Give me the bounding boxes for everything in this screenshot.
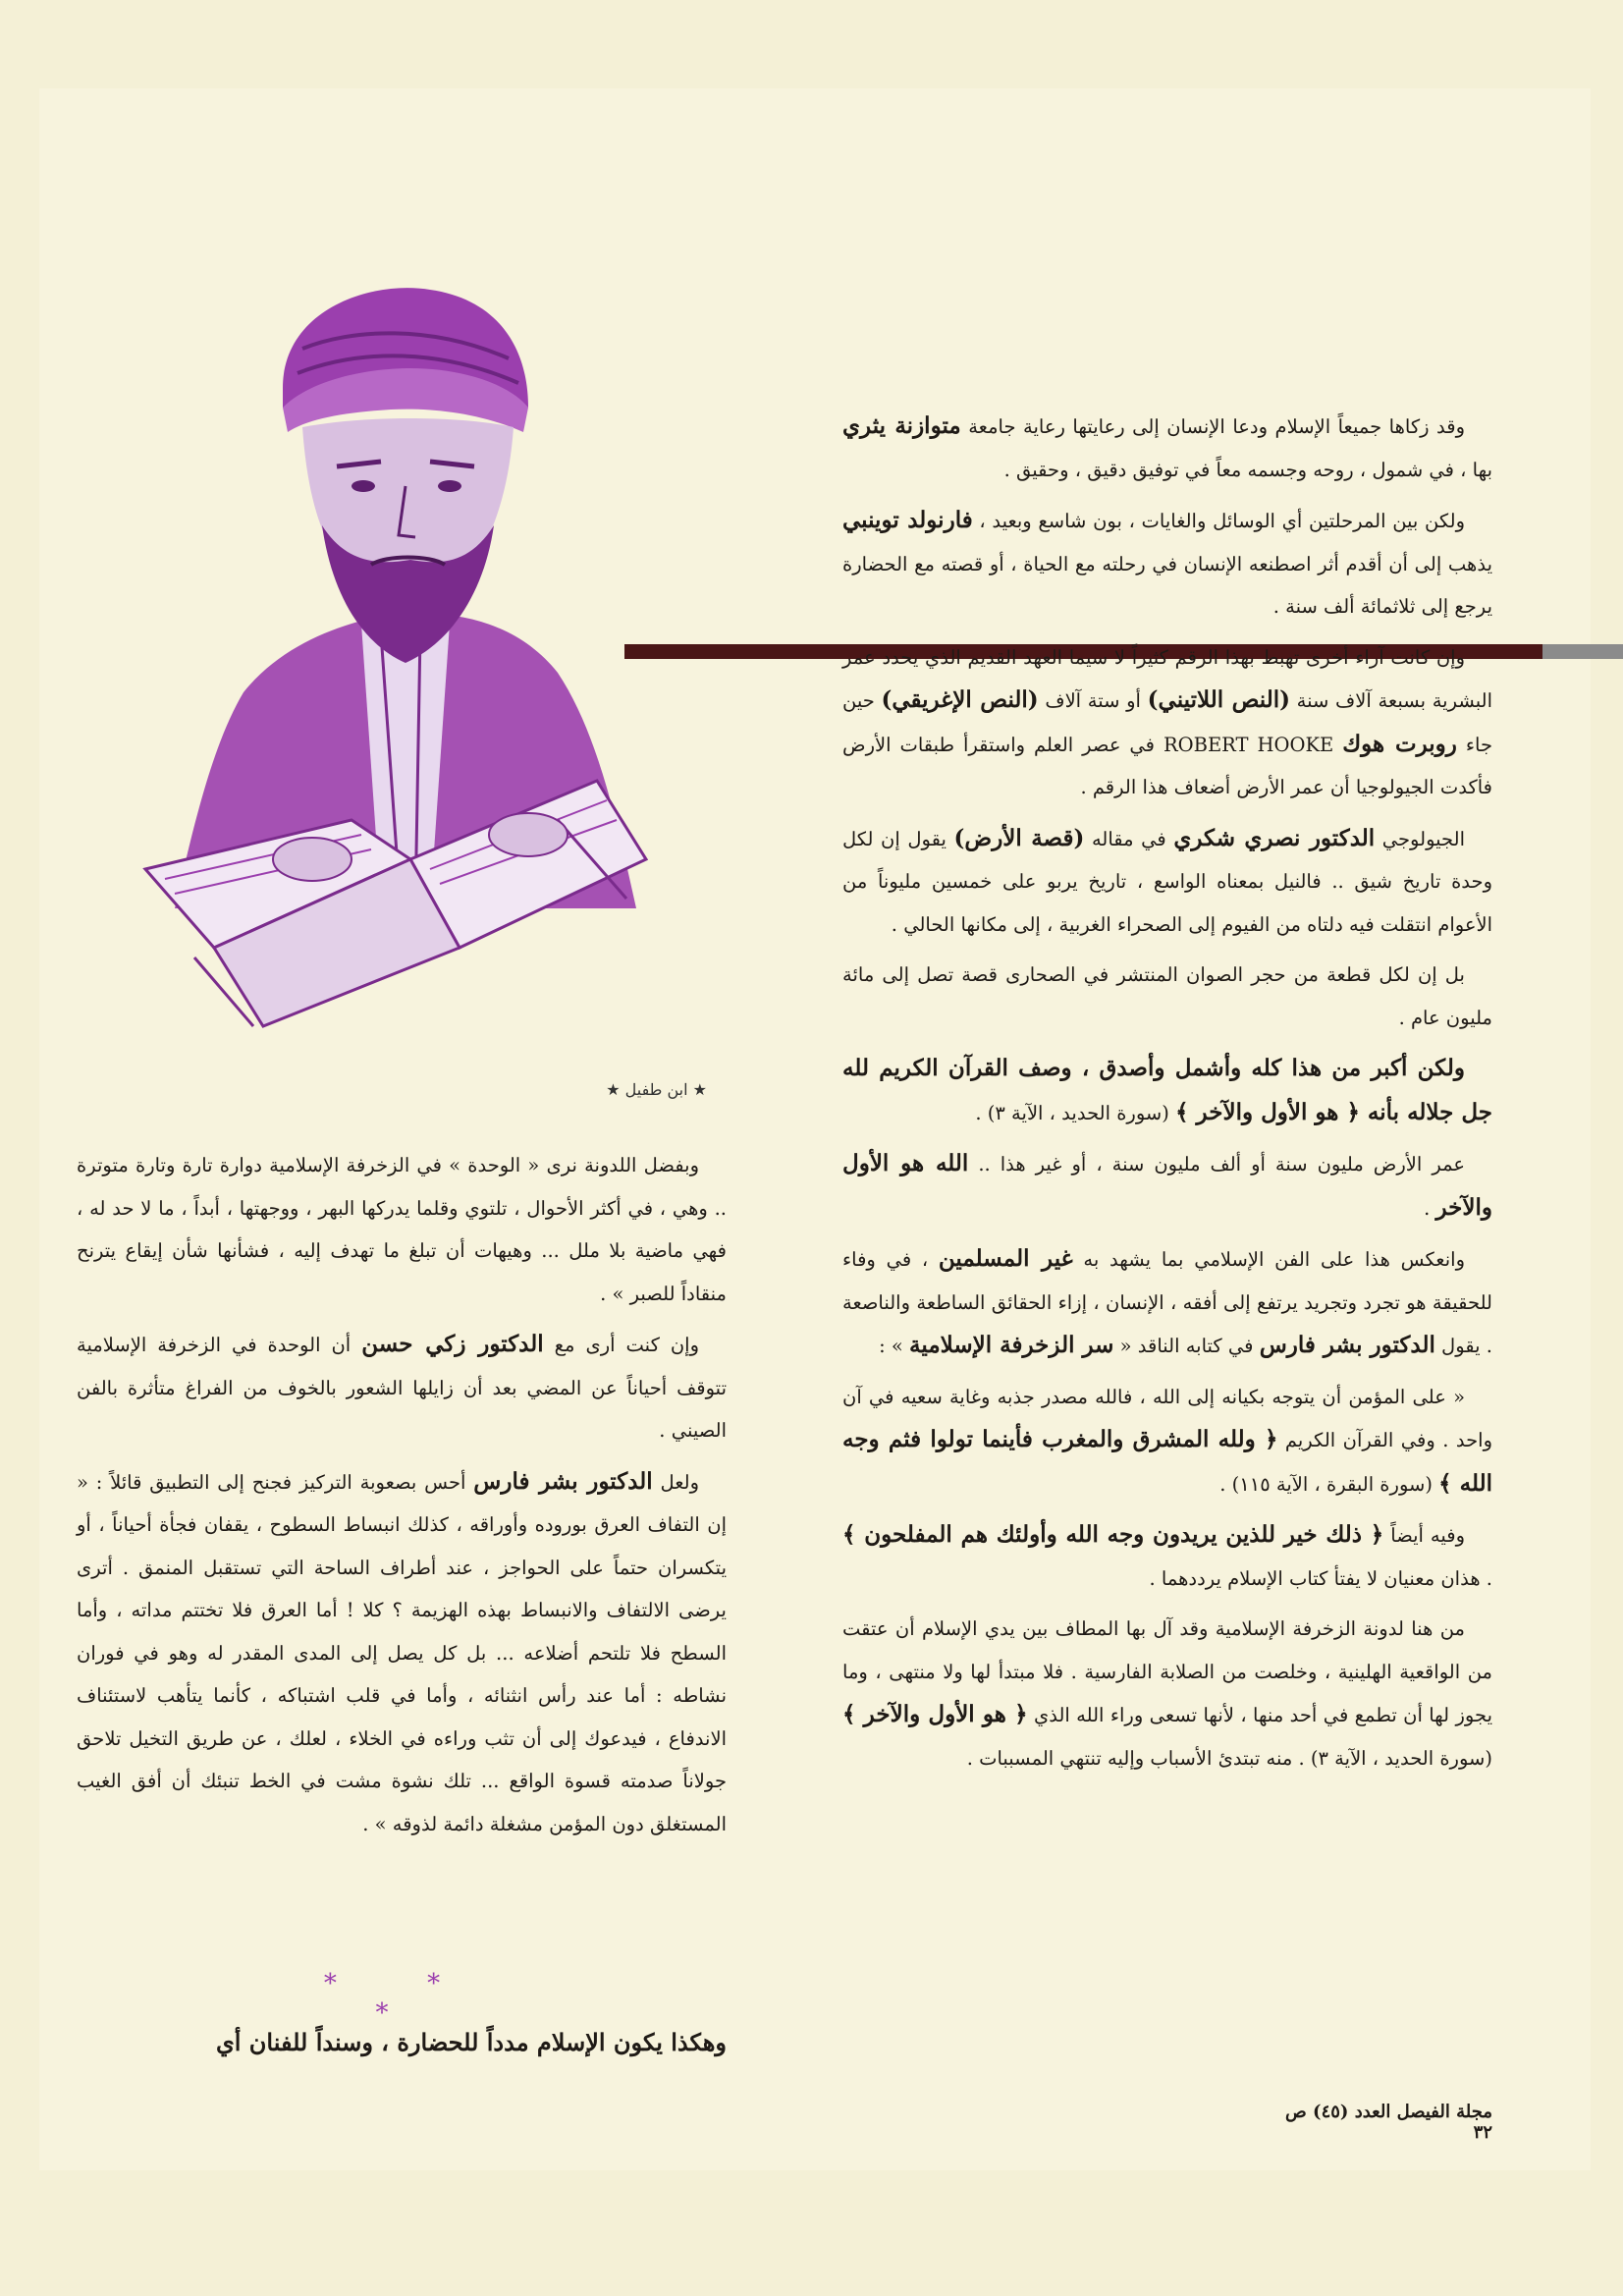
paragraph: وانعكس هذا على الفن الإسلامي بما يشهد به غير المسلمين ، في وفاء للحقيقة هو تجرد وتجريد يرتفع إلى أفقه ، الإنسان ، إزاء الحقائق الساطعة والناصعة . يقول الدكتور بشر فارس في كتابه الناقد « سر الزخرفة الإسلامية » : — [842, 1245, 1492, 1358]
portrait-caption: ★ ابن طفيل ★ — [606, 1080, 707, 1099]
paragraph: ولكن أكبر من هذا كله وأشمل وأصدق ، وصف القرآن الكريم لله جل جلاله بأنه ﴿ هو الأول والآخر ﴾ (سورة الحديد ، الآية ٣) . — [842, 1055, 1492, 1125]
scan-artifact-bar-end — [1542, 644, 1623, 659]
paragraph: وبفضل اللدونة نرى « الوحدة » في الزخرفة الإسلامية دوارة تارة وتارة متوترة .. وهي ، في أكثر الأحوال ، تلتوي وقلما يدركها البهر ، ووجهتها ، أبداً ، ما لا حد له ، فهي ماضية بلا ملل ... وهيهات أن تبلغ ما تهدف إليه ، فشأنها شأن إيقاع يترنح منقاداً للصبر » . — [77, 1154, 727, 1305]
paragraph: ولعل الدكتور بشر فارس أحس بصعوبة التركيز فجنح إلى التطبيق قائلاً : « إن التفاف العرق بوروده وأوراقه ، كذلك انبساط السطوح ، يقفان فجأة أحياناً ، أو يتكسران حتماً على الحواجز ، عند أطراف الساحة التي تستقبل المنمق . أترى يرضى الالتفاف والانبساط بهذه الهزيمة ؟ كلا ! أما العرق فلا تختتم مداته ، وأما السطح فلا تلتحم أضلاعه ... بل كل يصل إلى المدى المقدر له وهو في فوران نشاطه : أما عند رأس انثنائه ، وأما في قلب اشتباكه ، كأنما يتأهب لاستئناف الاندفاع ، فيدعوك إلى أن تثب وراءه في الخلاء ، لعلك ، عن طريق التخيل تلاحق جولاناً صدمته قسوة الواقع ... تلك نشوة مشت في الخط تنبئك أن أفق الغيب المستغلق دون المؤمن مشغلة دائمة لذوقه » . — [77, 1467, 727, 1835]
paragraph: من هنا لدونة الزخرفة الإسلامية وقد آل بها المطاف بين يدي الإسلام أن عتقت من الواقعية الهلينية ، وخلصت من الصلابة الفارسية . فلا مبتدأ لها ولا منتهى ، وما يجوز لها أن تطمع في أحد منها ، لأنها تسعى وراء الله الذي ﴿ هو الأول والآخر ﴾ (سورة الحديد ، الآية ٣) . منه تبتدئ الأسباب وإليه تنتهي المسببات . — [842, 1617, 1492, 1770]
page-footer: مجلة الفيصل العدد (٤٥) ص ٣٢ — [1285, 2102, 1492, 2143]
paragraph: وفيه أيضاً ﴿ ذلك خير للذين يريدون وجه الله وأولئك هم المفلحون ﴾ . هذان معنيان لا يفتأ كتاب الإسلام يرددهما . — [842, 1521, 1492, 1590]
paragraph: وقد زكاها جميعاً الإسلام ودعا الإنسان إلى رعايتها رعاية جامعة متوازنة يثري بها ، في شمول ، روحه وجسمه معاً في توفيق دقيق ، وحقيق . — [842, 412, 1492, 481]
closing-line: وهكذا يكون الإسلام مدداً للحضارة ، وسنداً للفنان أي — [215, 2028, 727, 2056]
paragraph: الجيولوجي الدكتور نصري شكري في مقاله (قصة الأرض) يقول إن لكل وحدة تاريخ شيق .. فالنيل بمعناه الواسع ، تاريخ يربو على خمسين مليوناً من الأعوام انتقلت فيه دلتاه من الفيوم إلى الصحراء الغربية ، إلى مكانها الحالي . — [842, 824, 1492, 936]
paragraph: بل إن لكل قطعة من حجر الصوان المنتشر في الصحارى قصة تصل إلى مائة مليون عام . — [842, 963, 1492, 1029]
article-left-column — [77, 1144, 727, 1853]
paragraph: عمر الأرض مليون سنة أو ألف مليون سنة ، أو غير هذا .. الله هو الأول والآخر . — [842, 1150, 1492, 1221]
article-right-column — [842, 405, 1492, 1787]
paragraph: « على المؤمن أن يتوجه بكيانه إلى الله ، فالله مصدر جذبه وغاية سعيه في آن واحد . وفي القرآن الكريم ﴿ ولله المشرق والمغرب فأينما تولوا فثم وجه الله ﴾ (سورة البقرة ، الآية ١١٥) . — [842, 1385, 1493, 1497]
paragraph: ولكن بين المرحلتين أي الوسائل والغايات ، بون شاسع وبعيد ، فارنولد توينبي يذهب إلى أن أقدم أثر اصطنعه الإنسان في رحلته مع الحياة ، أو قصته مع الحضارة يرجع إلى ثلاثمائة ألف سنة . — [842, 507, 1492, 618]
portrait-illustration — [135, 270, 685, 1075]
section-separator: * * * — [323, 1969, 482, 2028]
paragraph: وإن كنت أرى مع الدكتور زكي حسن أن الوحدة في الزخرفة الإسلامية تتوقف أحياناً عن المضي بعد أن زايلها الشعور بالخوف من الفراغ متأثرة بالفن الصيني . — [77, 1331, 727, 1442]
paragraph: وإن كانت آراء أخرى تهبط بهذا الرقم كثيراً لا سيما العهد القديم الذي يحدد عمر البشرية بسبعة آلاف سنة (النص اللاتيني) أو ستة آلاف (النص الإغريقي) حين جاء روبرت هوك ROBERT HOOKE في عصر العلم واستقرأ طبقات الأرض فأكدت الجيولوجيا أن عمر الأرض أضعاف هذا الرقم . — [842, 645, 1493, 798]
